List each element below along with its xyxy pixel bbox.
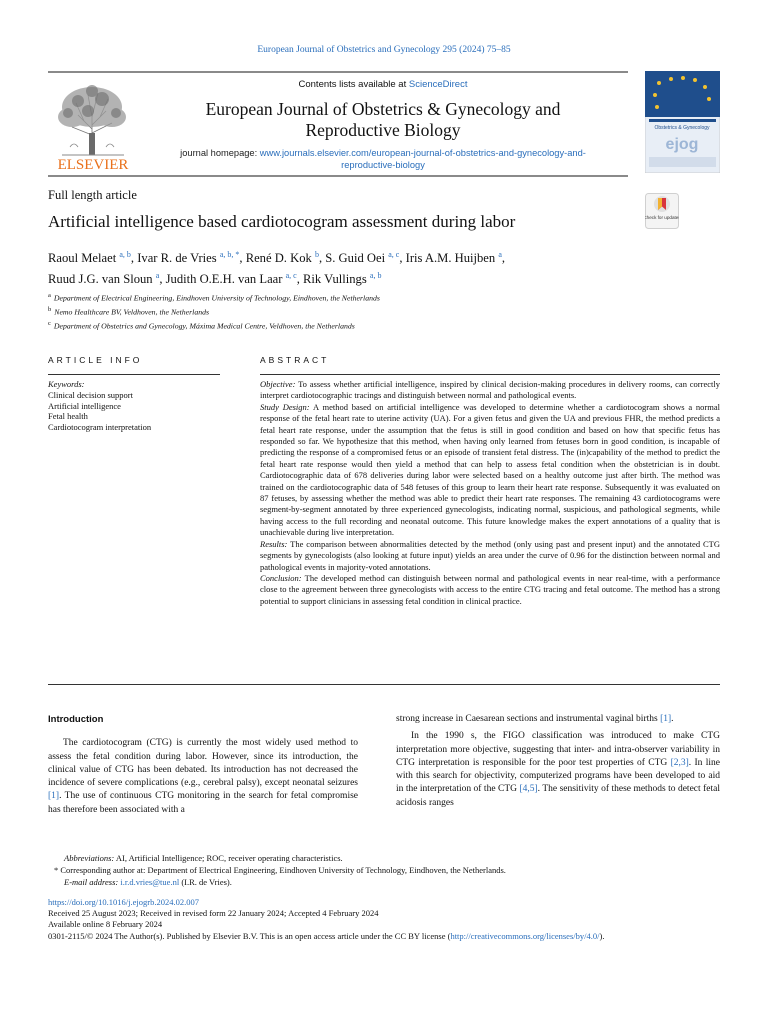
journal-title-line1: European Journal of Obstetrics & Gynecology and (205, 99, 561, 119)
author-1[interactable]: Raoul Melaet $^{a, b}$ (48, 250, 131, 266)
check-for-updates-badge[interactable] (645, 193, 679, 229)
keywords (48, 379, 151, 433)
svg-text:Check for updates: Check for updates (645, 215, 679, 220)
svg-text:ejog: ejog (665, 136, 699, 153)
affiliation-c: $^c$ Department of Obstetrics and Gynecology, Máxima Medical Centre, Veldhoven, the Netherlands (48, 320, 355, 331)
journal-homepage (138, 147, 628, 171)
article-type: Full length article (48, 188, 137, 202)
license-line: 0301-2115/© 2024 The Author(s). Published by Elsevier B.V. This is an open access article under the CC BY license (http://creativecommons.org/licenses/by/4.0/). (48, 930, 605, 941)
keyword: Fetal health (48, 411, 88, 422)
affiliation-b: $^b$ Nemo Healthcare BV, Veldhoven, the Netherlands (48, 306, 210, 317)
citation-link[interactable]: [2,3] (670, 757, 689, 768)
masthead-top-rule (48, 71, 628, 73)
author-2[interactable]: Ivar R. de Vries $^{a, b, *}$ (137, 250, 240, 266)
author-5[interactable]: Iris A.M. Huijben $^a$ (405, 250, 502, 266)
affiliation-a: $^a$ Department of Electrical Engineering, Eindhoven University of Technology, Eindhoven, the Netherlands (48, 292, 380, 303)
received-dates: Received 25 August 2023; Received in revised form 22 January 2024; Accepted 4 February 2024 (48, 908, 379, 919)
abstract-bottom-rule (48, 684, 720, 685)
introduction-heading: Introduction (48, 714, 104, 725)
sciencedirect-link[interactable]: ScienceDirect (408, 79, 468, 90)
homepage-link-continued[interactable]: reproductive-biology (341, 160, 425, 170)
running-header[interactable]: European Journal of Obstetrics and Gynecology 295 (2024) 75–85 (257, 45, 511, 55)
introduction-paragraph-1: The cardiotocogram (CTG) is currently the most widely used method to assess the fetal condition during labor. However, since its introduction, the clinical value of CTG has been debated. Its introduction has not decreased the incidence of severe complications (e.g., cerebral palsy), except neonatal seizures [1]. The use of continuous CTG monitoring in the search for fetal compromise has therefore been associated with a (48, 738, 358, 815)
author-4[interactable]: S. Guid Oei $^{a, c}$ (325, 250, 400, 266)
email-footnote: E-mail address: i.r.d.vries@tue.nl (I.R. de Vries). (64, 877, 232, 887)
contents-line (138, 79, 628, 90)
email-link[interactable]: i.r.d.vries@tue.nl (120, 877, 180, 887)
author-7[interactable]: Judith O.E.H. van Laar $^{a, c}$ (165, 271, 297, 287)
journal-cover[interactable] (645, 71, 720, 173)
abstract-objective: Objective: To assess whether artificial intelligence, inspired by clinical decision-making procedures in delivery rooms, can correctly interpret cardiotocographic tracings and distinguish between normal and pathological events. (260, 379, 720, 401)
body-column-left (48, 713, 358, 817)
abstract-conclusion: Conclusion: The developed method can distinguish between normal and pathological events in near real-time, with a performance close to the agreement between three gynecologists with access to the entire CTG tracing and fetal outcome. The method has a strong potential to support clinicians in assessing fetal condition in clinical practice. (260, 572, 720, 606)
citation-link[interactable]: [1] (660, 714, 672, 724)
abstract-rule (260, 374, 720, 375)
journal-title-line2: Reproductive Biology (305, 120, 461, 140)
introduction-paragraph-1-continued: strong increase in Caesarean sections and instrumental vaginal births [1]. (396, 714, 674, 724)
homepage-label: journal homepage: (180, 148, 260, 158)
abstract-results: Results: The comparison between abnormalities detected by the method (only using past and present input) and the annotated CTG segments by gynecologists (also looking at future input) yields an area under the curve of 0.96 for the distinction between normal and pathological events in majority-voted annotations. (260, 538, 720, 572)
corresponding-author-footnote: * Corresponding author at: Department of Electrical Engineering, Eindhoven University of Technology, Eindhoven, the Netherlands. (54, 865, 506, 875)
citation-link[interactable]: [4,5] (519, 784, 538, 795)
keyword: Artificial intelligence (48, 400, 121, 411)
author-8[interactable]: Rik Vullings $^{a, b}$ (303, 271, 382, 287)
abbreviations-footnote: Abbreviations: AI, Artificial Intelligence; ROC, receiver operating characteristics. (64, 853, 343, 863)
author-3[interactable]: René D. Kok $^b$ (245, 250, 319, 266)
keyword: Cardiotocogram interpretation (48, 422, 152, 433)
footnotes (48, 852, 720, 888)
license-link[interactable]: http://creativecommons.org/licenses/by/4.0/ (450, 930, 600, 941)
publication-info (48, 897, 738, 942)
keyword: Clinical decision support (48, 389, 133, 400)
abstract-heading: ABSTRACT (260, 355, 330, 365)
svg-text:Obstetrics & Gynecology: Obstetrics & Gynecology (654, 125, 710, 131)
online-date: Available online 8 February 2024 (48, 919, 163, 930)
elsevier-tree-icon (48, 77, 138, 173)
author-6[interactable]: Ruud J.G. van Sloun $^a$ (48, 271, 160, 287)
homepage-link[interactable]: www.journals.elsevier.com/european-journal-of-obstetrics-and-gynecology-and- (259, 148, 586, 158)
journal-masthead (48, 71, 628, 177)
abstract-study-design: Study Design: A method based on artificial intelligence was developed to determine whether a cardiotocogram shows a normal response of the fetal heart rate to uterine activity (UA). For a given fetus and given the UA and previous FHR, the method predicts a fetal heart rate response, under the assumption that the fetus is still in good condition and based on how that specific fetus has responded so far. We hypothesize that this method, when having only learned from fetuses born in good condition, is incapable of predicting the response of a compromised fetus or an episode of transient fetal distress. The (in)capability of the method to predict the fetal heart rate response would then yield a method that can help to assess fetal condition when the obstetrician is in doubt. Cardiotocographic data of 678 deliveries during labor were selected based on a healthy outcome just after birth. The method was trained on the cardiotocographic data of 548 fetuses of this group to learn their heart rate response. Subsequently it was evaluated on 87 fetuses, by assessing whether the method was able to predict their heart rate responses. The remaining 43 cardiotocograms were segment-by-segment annotated by three experienced gynecologists, indicating normal, suspicious, and pathological segments, while having access to the full recording and neonatal outcome. This future knowledge makes the expert annotations of a quality that is unachievable during live interpretation. (260, 401, 721, 538)
doi-link[interactable]: https://doi.org/10.1016/j.ejogrb.2024.02.007 (48, 897, 199, 907)
journal-cover-image (645, 71, 720, 173)
affiliation-list (48, 290, 380, 332)
introduction-paragraph-2: In the 1990 s, the FIGO classification was introduced to make CTG interpretation more objective, suggesting that inter- and intra-observer variability in CTG interpretation is responsible for the poor test properties of CTG [2,3]. In line with this search for objectivity, computerized programs have been developed to aid in the interpretation of the CTG [4,5]. The sensitivity of these methods to detect fetal acidosis ranges (396, 731, 720, 808)
article-info-heading: ARTICLE INFO (48, 355, 143, 365)
article-info-rule (48, 374, 220, 375)
article-title: Artificial intelligence based cardiotocogram assessment during labor (48, 212, 516, 231)
keywords-label: Keywords: (48, 379, 85, 389)
body-column-right (396, 713, 720, 810)
contents-prefix: Contents lists available at (298, 79, 409, 90)
journal-title (138, 99, 628, 141)
citation-link[interactable]: [1] (48, 791, 60, 802)
masthead-bottom-rule (48, 175, 628, 177)
svg-text:ELSEVIER: ELSEVIER (57, 157, 129, 173)
check-for-updates-icon (645, 193, 679, 229)
abstract-body (260, 379, 720, 607)
author-list: Raoul Melaet $^{a, b}$, Ivar R. de Vries $^{a, b, *}$, René D. Kok $^b$, S. Guid Oei $^{a, c}$, Iris A.M. Huijben $^a$, Ruud J.G. van Sloun $^a$, Judith O.E.H. van Laar $^{a, c}$, Rik Vullings $^{a, b}$ (48, 250, 506, 287)
elsevier-logo[interactable] (48, 77, 138, 173)
